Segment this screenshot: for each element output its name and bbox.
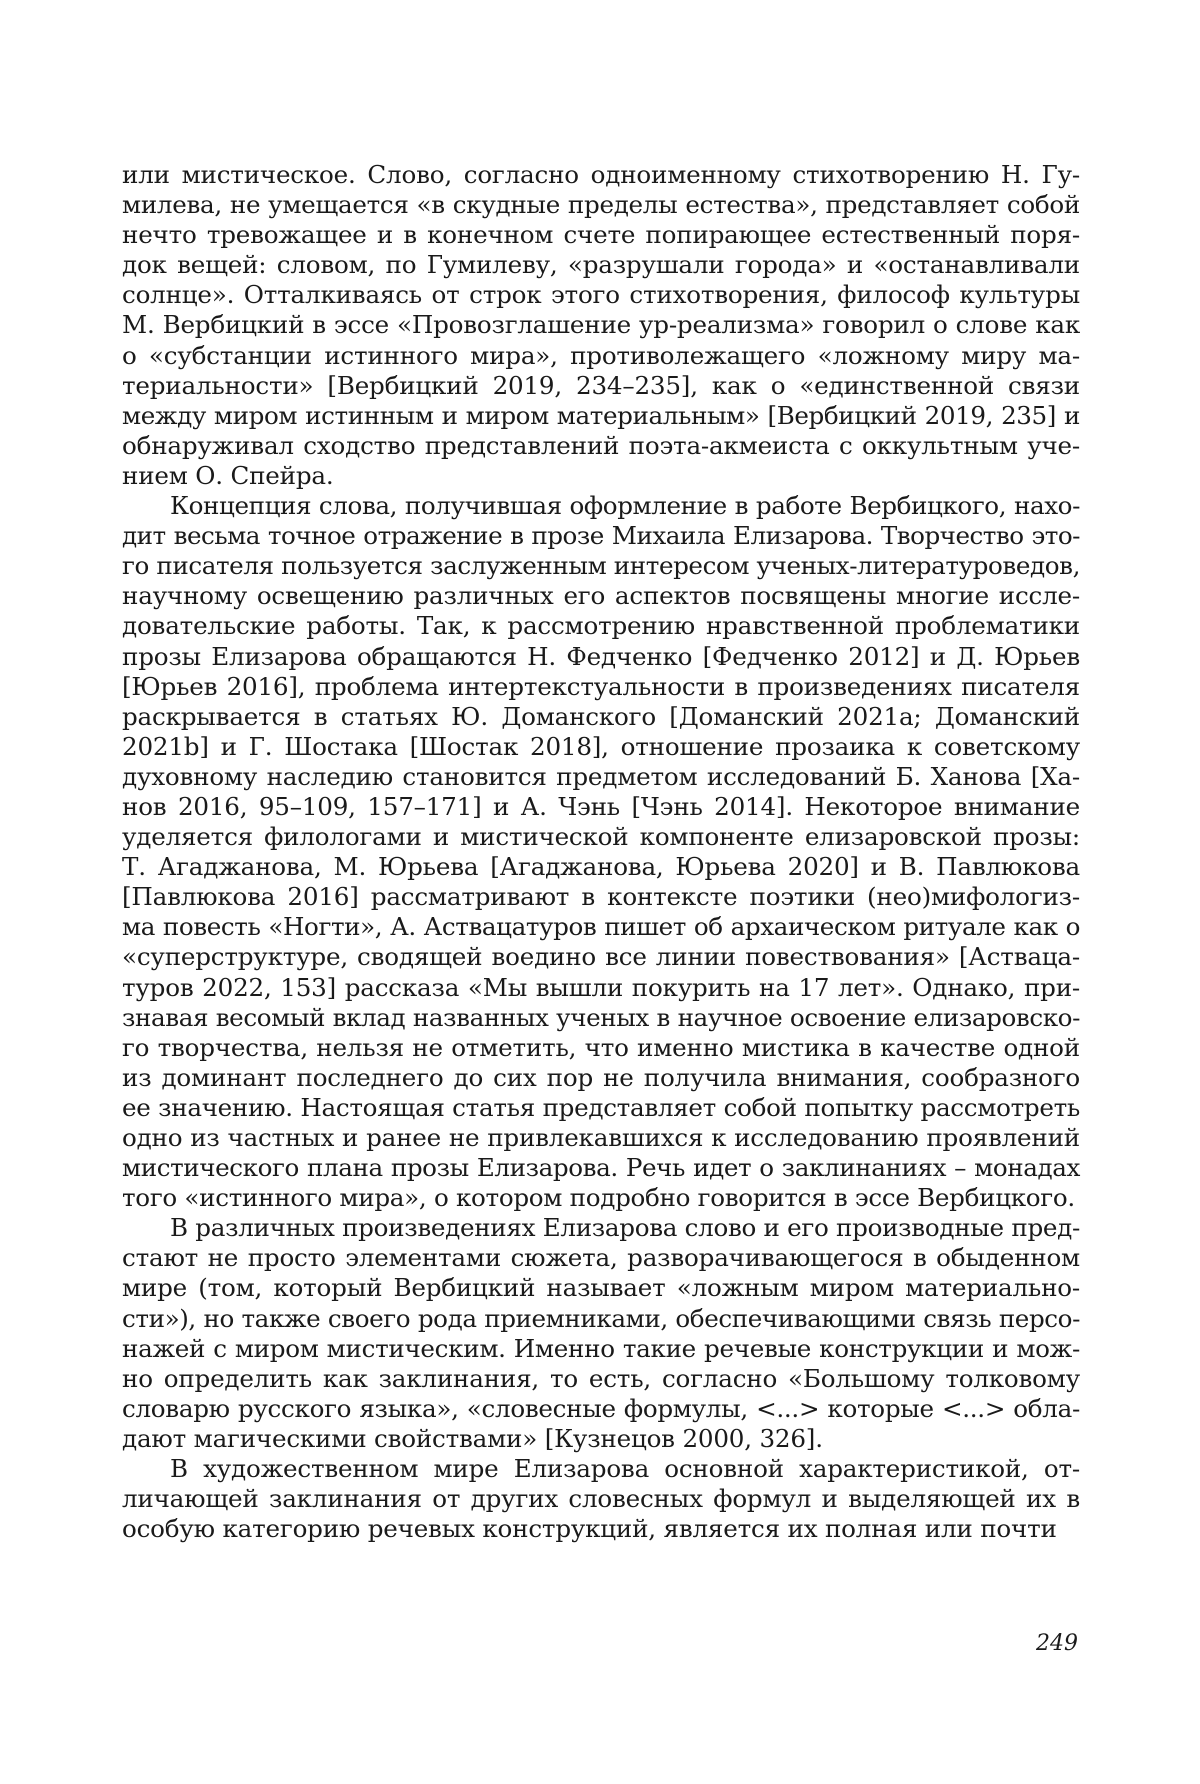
- text-line: нием О. Спейра.: [122, 460, 334, 490]
- text-line: или мистическое. Слово, согласно одноименному стихотворению Н. Гу-: [122, 160, 1080, 189]
- text-line: стают не просто элементами сюжета, разворачивающегося в обыденном: [122, 1243, 1080, 1273]
- text-line: 2021b] и Г. Шостака [Шостак 2018], отношение прозаика к советскому: [122, 731, 1080, 761]
- text-line: док вещей: словом, по Гумилеву, «разрушали города» и «останавливали: [122, 250, 1080, 280]
- text-line: ма повесть «Ногти», А. Аствацатуров пишет об архаическом ритуале как о: [122, 912, 1080, 942]
- paragraph: [122, 491, 1080, 1213]
- text-line: из доминант последнего до сих пор не получила внимания, сообразного: [122, 1062, 1080, 1092]
- paragraph: [122, 1454, 1080, 1544]
- text-line: довательские работы. Так, к рассмотрению нравственной проблематики: [122, 611, 1080, 641]
- text-line: Концепция слова, получившая оформление в работе Вербицкого, нахо-: [170, 491, 1080, 521]
- text-line: словарю русского языка», «словесные формулы, <...> которые <...> обла-: [122, 1393, 1080, 1423]
- text-line: дают магическими свойствами» [Кузнецов 2000, 326].: [122, 1423, 823, 1453]
- text-line: го творчества, нельзя не отметить, что именно мистика в качестве одной: [122, 1032, 1080, 1062]
- text-line: М. Вербицкий в эссе «Провозглашение ур-реализма» говорил о слове как: [122, 310, 1080, 340]
- text-line: Т. Агаджанова, М. Юрьева [Агаджанова, Юрьева 2020] и В. Павлюкова: [122, 852, 1080, 882]
- text-line: туров 2022, 153] рассказа «Мы вышли покурить на 17 лет». Однако, при-: [122, 972, 1080, 1002]
- text-line: солнце». Отталкиваясь от строк этого стихотворения, философ культуры: [122, 280, 1080, 310]
- paragraph: [122, 1213, 1080, 1454]
- text-line: В художественном мире Елизарова основной характеристикой, от-: [170, 1454, 1080, 1484]
- text-line: прозы Елизарова обращаются Н. Федченко [Федченко 2012] и Д. Юрьев: [122, 641, 1080, 671]
- text-line: между миром истинным и миром материальным» [Вербицкий 2019, 235] и: [122, 400, 1080, 430]
- text-line: нечто тревожащее и в конечном счете попирающее естественный поря-: [122, 220, 1080, 250]
- text-line: особую категорию речевых конструкций, является их полная или почти: [122, 1514, 1057, 1544]
- text-line: [Павлюкова 2016] рассматривают в контексте поэтики (нео)мифологиз-: [122, 882, 1080, 912]
- text-line: В различных произведениях Елизарова слово и его производные пред-: [170, 1213, 1080, 1243]
- text-line: дит весьма точное отражение в прозе Михаила Елизарова. Творчество это-: [122, 521, 1080, 551]
- text-line: обнаруживал сходство представлений поэта-акмеиста с оккультным уче-: [122, 430, 1080, 460]
- text-line: личающей заклинания от других словесных формул и выделяющей их в: [122, 1484, 1080, 1514]
- text-line: нажей с миром мистическим. Именно такие речевые конструкции и мож-: [122, 1333, 1080, 1363]
- text-line: знавая весомый вклад названных ученых в научное освоение елизаровско-: [122, 1002, 1080, 1032]
- text-line: [Юрьев 2016], проблема интертекстуальности в произведениях писателя: [122, 671, 1080, 701]
- text-line: милева, не умещается «в скудные пределы естества», представляет собой: [122, 190, 1080, 220]
- text-line: раскрывается в статьях Ю. Доманского [Доманский 2021a; Доманский: [122, 701, 1080, 731]
- text-line: уделяется филологами и мистической компоненте елизаровской прозы:: [122, 822, 1080, 852]
- text-line: териальности» [Вербицкий 2019, 234–235], как о «единственной связи: [122, 370, 1080, 400]
- text-line: духовному наследию становится предметом исследований Б. Ханова [Ха-: [122, 761, 1080, 791]
- text-line: но определить как заклинания, то есть, согласно «Большому толковому: [122, 1363, 1080, 1393]
- text-line: «суперструктуре, сводящей воедино все линии повествования» [Аствацa-: [122, 942, 1080, 972]
- text-line: мире (том, который Вербицкий называет «ложным миром материально-: [122, 1273, 1080, 1303]
- text-line: мистического плана прозы Елизарова. Речь идет о заклинаниях – монадах: [122, 1153, 1080, 1183]
- text-line: того «истинного мира», о котором подробно говорится в эссе Вербицкого.: [122, 1183, 1075, 1213]
- text-line: одно из частных и ранее не привлекавшихся к исследованию проявлений: [122, 1123, 1080, 1152]
- text-line: нов 2016, 95–109, 157–171] и А. Чэнь [Чэнь 2014]. Некоторое внимание: [122, 791, 1080, 821]
- text-line: о «субстанции истинного мира», противолежащего «ложному миру ма-: [122, 340, 1080, 370]
- text-line: го писателя пользуется заслуженным интересом ученых-литературоведов,: [122, 551, 1080, 581]
- text-line: ее значению. Настоящая статья представляет собой попытку рассмотреть: [122, 1092, 1080, 1122]
- text-line: научному освещению различных его аспектов посвящены многие иссле-: [122, 581, 1080, 611]
- body-text: [122, 160, 1080, 1544]
- page-number: 249: [1036, 1631, 1078, 1656]
- text-line: сти»), но также своего рода приемниками, обеспечивающими связь персо-: [122, 1303, 1080, 1333]
- paragraph: [122, 160, 1080, 491]
